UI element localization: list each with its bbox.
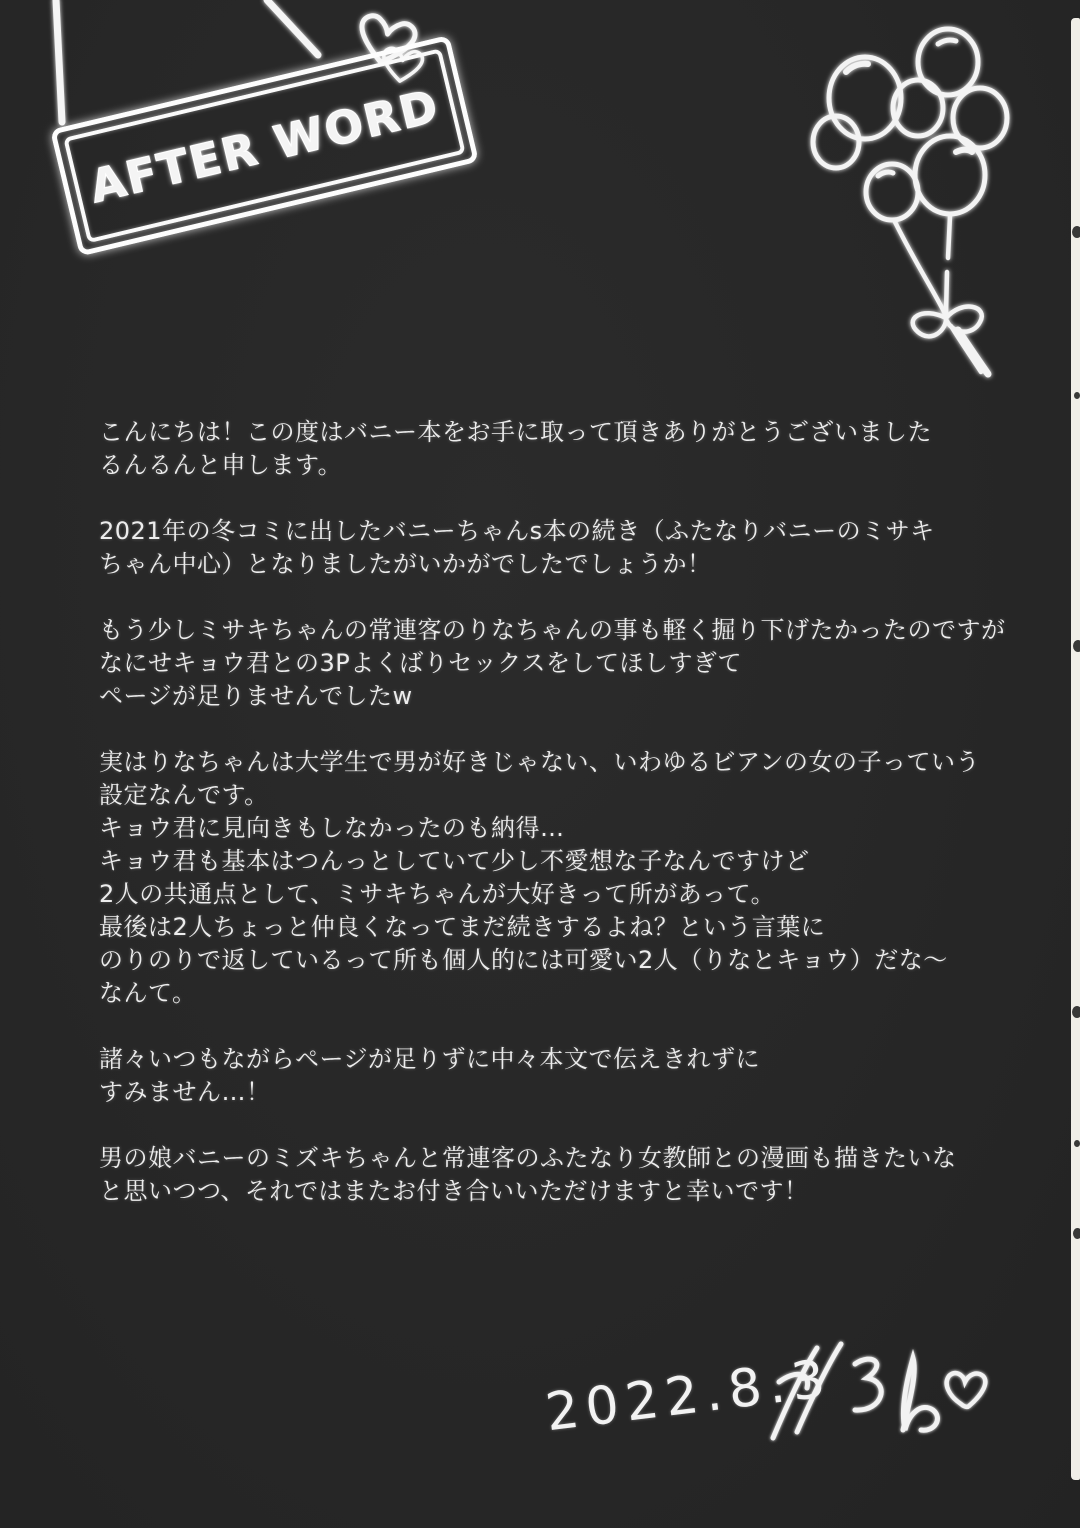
binding-dot: [1072, 1006, 1080, 1018]
paragraph-closing: [99, 1142, 1029, 1208]
text-line: と思いつつ、それではまたお付き合いいただけますと幸いです！: [99, 1177, 809, 1205]
text-line: ページが足りませんでしたw: [99, 682, 413, 710]
hanging-string-right: [267, 0, 318, 55]
afterword-text: [99, 416, 1029, 1241]
text-line: なんて。: [99, 979, 197, 1007]
date-text: 2022.8.3: [542, 1348, 836, 1444]
paragraph-greeting: [99, 416, 1029, 482]
text-line: 2021年の冬コミに出したバニーちゃんs本の続き（ふたなりバニーのミサキ: [99, 517, 935, 545]
binding-dot: [1074, 392, 1080, 399]
text-line: キョウ君も基本はつんっとしていて少し不愛想な子なんですけど: [99, 847, 810, 875]
text-line: 実はりなちゃんは大学生で男が好きじゃない、いわゆるビアンの女の子っていう: [99, 748, 981, 776]
text-line: 男の娘バニーのミズキちゃんと常連客のふたなり女教師との漫画も描きたいな: [99, 1144, 957, 1172]
text-line: 2人の共通点として、ミサキちゃんが大好きって所があって。: [99, 880, 776, 908]
afterword-sign-inner-border: [63, 48, 465, 243]
binding-dot: [1073, 1228, 1080, 1239]
hanging-string-left: [56, 0, 62, 122]
text-line: なにせキョウ君との3Pよくばりセックスをしてほしすぎて: [99, 649, 743, 677]
signature-heart-icon: [947, 1373, 986, 1407]
text-line: すみません…！: [99, 1078, 271, 1106]
text-line: もう少しミサキちゃんの常連客のりなちゃんの事も軽く掘り下げたかったのですが: [99, 616, 1006, 644]
balloons-icon: [813, 29, 1007, 374]
binding-dot: [1074, 1140, 1080, 1147]
text-line: ちゃん中心）となりましたがいかがでしたでしょうか！: [99, 550, 712, 578]
text-line: 設定なんです。: [99, 781, 269, 809]
text-line: るんるんと申します。: [99, 451, 343, 479]
afterword-sign: [50, 35, 479, 256]
afterword-sign-label: AFTER WORD: [84, 78, 445, 213]
text-line: こんにちは！この度はバニー本をお手に取って頂きありがとうございました: [99, 418, 932, 446]
paragraph-pages: [99, 614, 1029, 713]
paragraph-sequel: [99, 515, 1029, 581]
binding-dot: [1072, 226, 1080, 238]
binding-dot: [1073, 640, 1080, 652]
paragraph-characters: [99, 746, 1029, 1010]
text-line: キョウ君に見向きもしなかったのも納得…: [99, 814, 565, 842]
text-line: 諸々いつもながらページが足りずに中々本文で伝えきれずに: [99, 1045, 761, 1073]
text-line: のりのりで返しているって所も個人的には可愛い2人（りなとキョウ）だな～: [99, 946, 948, 974]
paragraph-apology: [99, 1043, 1029, 1109]
text-line: 最後は2人ちょっと仲良くなってまだ続きするよね？という言葉に: [99, 913, 826, 941]
